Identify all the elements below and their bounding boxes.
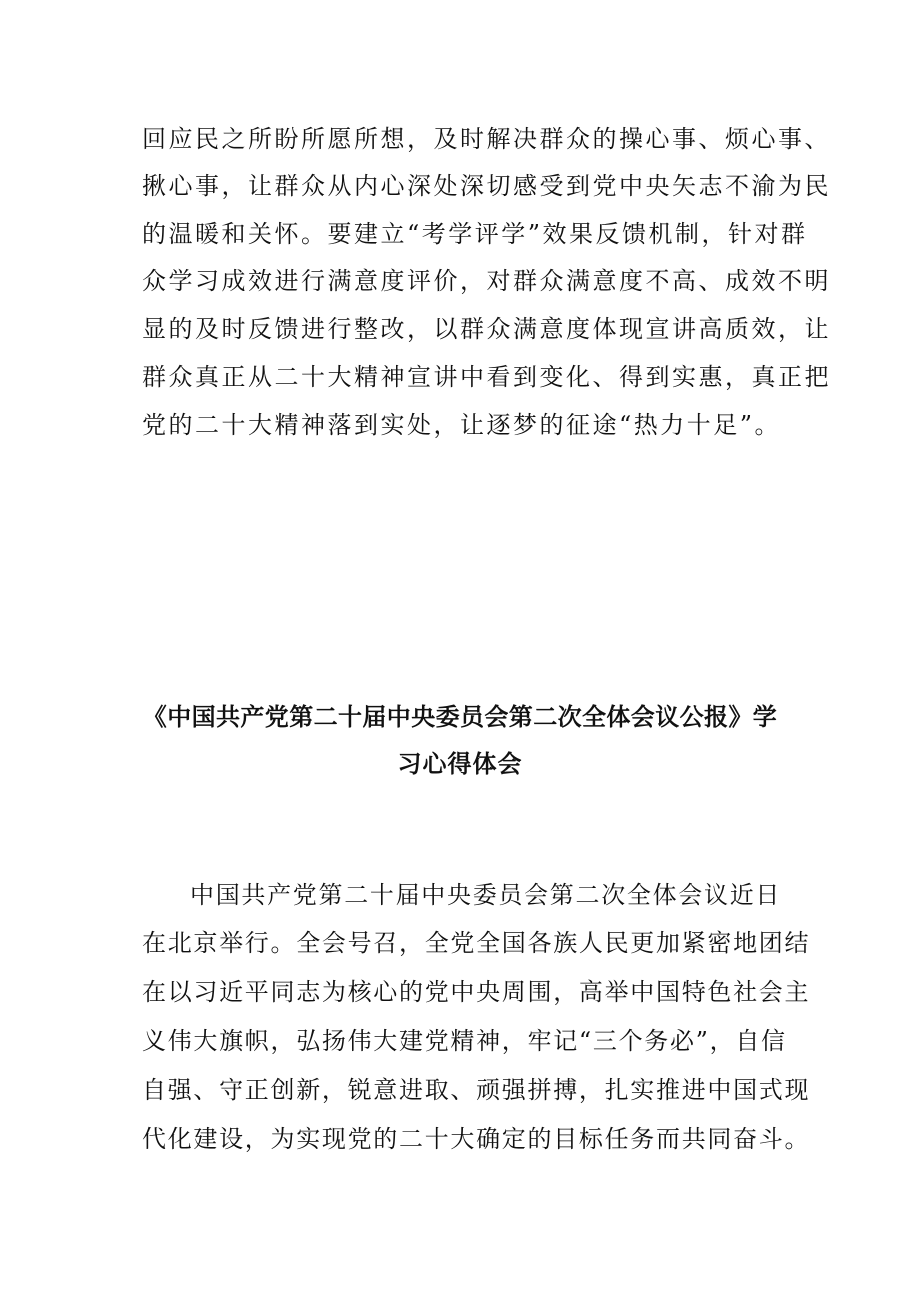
- paragraph-line: 代化建设，为实现党的二十大确定的目标任务而共同奋斗。: [142, 1125, 811, 1153]
- paragraph-line: 回应民之所盼所愿所想，及时解决群众的操心事、烦心事、: [142, 125, 831, 153]
- paragraph-line: 群众真正从二十大精神宣讲中看到变化、得到实惠，真正把: [142, 363, 831, 391]
- paragraph-line: 自强、守正创新，锐意进取、顽强拼搏，扎实推进中国式现: [142, 1076, 811, 1104]
- paragraph-line: 党的二十大精神落到实处，让逐梦的征途“热力十足”。: [142, 411, 782, 439]
- document-title-continued: 习心得体会: [397, 750, 523, 778]
- paragraph-line: 揪心事，让群众从内心深处深切感受到党中央矢志不渝为民: [142, 172, 831, 200]
- paragraph-line: 在以习近平同志为核心的党中央周围，高举中国特色社会主: [142, 978, 811, 1006]
- paragraph-line: 的温暖和关怀。要建立“考学评学”效果反馈机制，针对群: [142, 220, 808, 248]
- paragraph-line: 显的及时反馈进行整改，以群众满意度体现宣讲高质效，让: [142, 315, 831, 343]
- paragraph-line: 义伟大旗帜，弘扬伟大建党精神，牢记“三个务必”，自信: [142, 1027, 787, 1055]
- paragraph-line: 众学习成效进行满意度评价，对群众满意度不高、成效不明: [142, 267, 831, 295]
- paragraph-line: 在北京举行。全会号召，全党全国各族人民更加紧密地团结: [142, 929, 811, 957]
- paragraph-line: 中国共产党第二十届中央委员会第二次全体会议近日: [190, 881, 782, 909]
- document-title: 《中国共产党第二十届中央委员会第二次全体会议公报》学: [142, 703, 778, 731]
